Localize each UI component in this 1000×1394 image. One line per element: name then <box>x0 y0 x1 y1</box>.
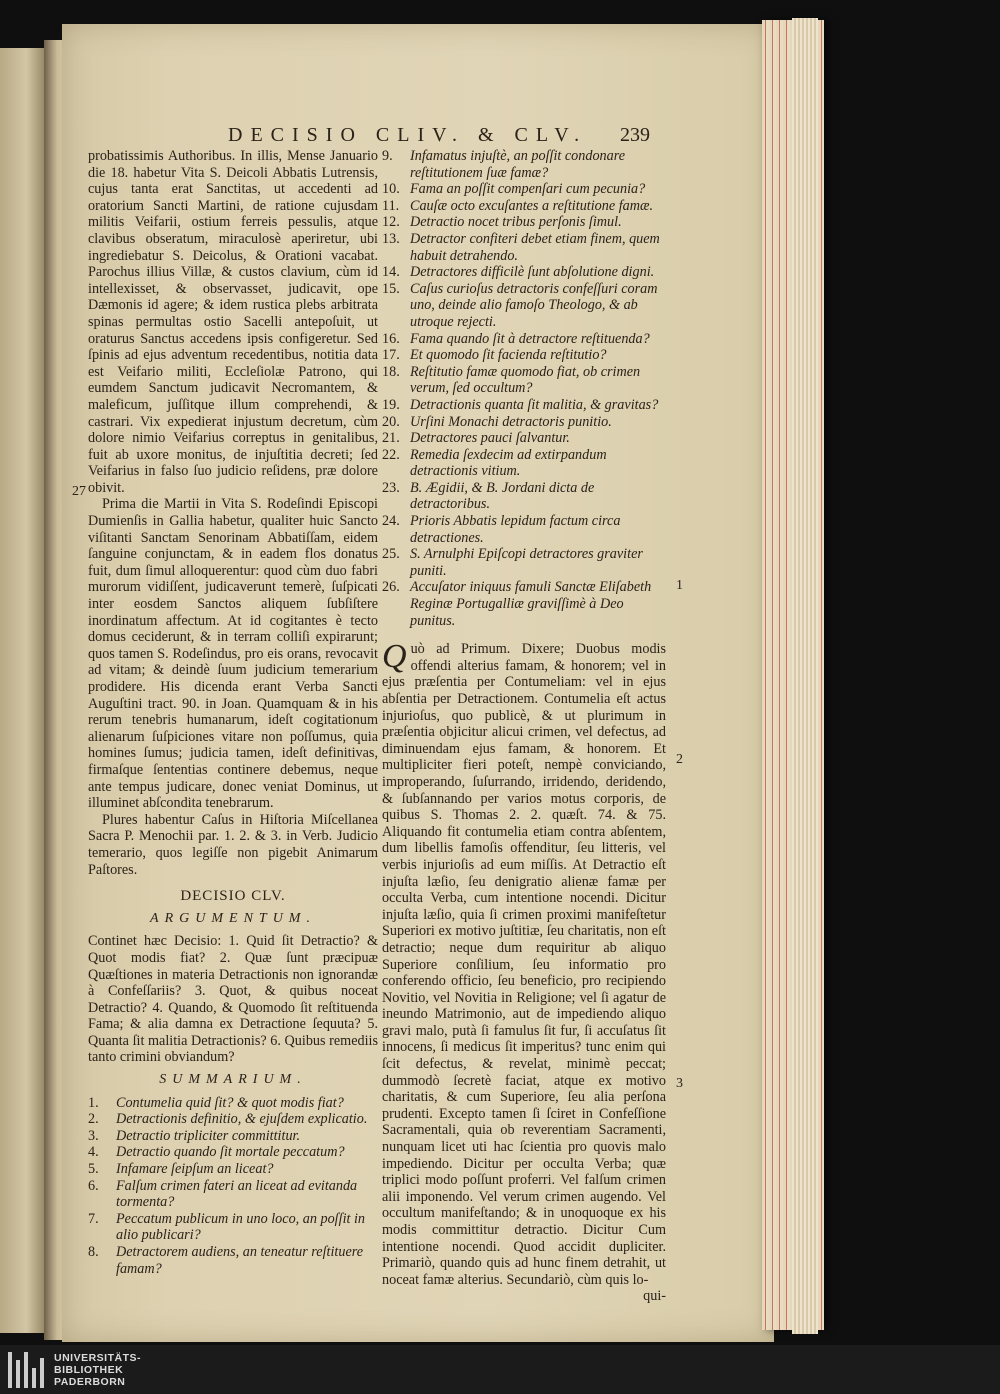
summarium-list-left <box>88 1095 378 1278</box>
summarium-item-text: Detractio tripliciter committitur. <box>116 1127 301 1144</box>
summarium-item-number: 19. <box>382 396 400 413</box>
summarium-item-number: 17. <box>382 347 400 364</box>
summarium-item-number: 16. <box>382 330 400 347</box>
argumentum-text: Continet hæc Decisio: 1. Quid ſit Detractio? & Quot modis fiat? 2. Quæ ſunt præcipuæ Quæſtiones in materia Detractionis non ignorandæ à Confeſſariis? 3. Quot, & quibus noceat Detractio? 4. Quando, & Quomodo ſit reſtituenda Fama; & alia damna ex Detractione ſequuta? 5. Quanta ſit malitia Detractionis? 6. Quibus remediis tanto crimini obviandum? <box>88 933 378 1066</box>
summarium-item-text: Accuſator iniquus famuli Sanctæ Eliſabeth Reginæ Portugalliæ graviſſimè à Deo punitus. <box>410 579 652 629</box>
summarium-item-text: B. Ægidii, & B. Jordani dicta de detractoribus. <box>410 479 595 513</box>
summarium-item-number: 18. <box>382 363 400 380</box>
library-brand <box>54 1352 141 1388</box>
summarium-item-text: Detractio quando ſit mortale peccatum? <box>116 1144 345 1161</box>
summarium-item <box>88 1211 378 1244</box>
summarium-list-right <box>382 148 666 629</box>
summarium-item-number: 10. <box>382 181 400 198</box>
summarium-item <box>382 579 666 629</box>
left-column <box>88 148 378 1277</box>
summarium-item-number: 13. <box>382 230 400 247</box>
summarium-item <box>382 148 666 181</box>
margin-number-3: 3 <box>676 1076 683 1091</box>
summarium-item <box>382 281 666 331</box>
summarium-item <box>382 430 666 447</box>
drop-capital: Q <box>382 638 407 676</box>
summarium-item-text: Infamare ſeipſum an liceat? <box>116 1161 274 1178</box>
summarium-item-text: Infamatus injuſtè, an poſſit condonare reſtitutionem ſuæ famæ? <box>410 148 626 181</box>
summarium-item-text: Fama an poſſit compenſari cum pecunia? <box>410 181 646 198</box>
summarium-item-number: 1. <box>88 1094 99 1111</box>
summarium-item-text: Detractores pauci ſalvantur. <box>410 430 570 447</box>
page-edges-outer <box>792 18 818 1334</box>
summarium-item <box>88 1161 378 1178</box>
summarium-item-text: Prioris Abbatis lepidum factum circa detractiones. <box>410 513 621 546</box>
summarium-item <box>382 397 666 414</box>
summarium-item <box>382 447 666 480</box>
body-text: uò ad Primum. Dixere; Duobus modis offendi alterius famam, & honorem; vel in ejus præſentia per Contumeliam: vel in ejus abſentia per Detractionem. Contumelia eſt actus injurioſus, quo publicè, & ut plurimum in præſentia objicitur alicui crimen, vel defectus, ad diminuendam ejus famam, & honorem. Et multipliciter fieri poteſt, nempè conviciando, improperando, ſuſurrando, irridendo, deridendo, & ſubſannando per varios motus corporis, de quibus S. Thomas 2. 2. quæſt. 74. & 75. Aliquando fit contumelia etiam contra abſentem, dum libellis famoſis offenditur, ſeu litteris, vel verbis injurioſis ad eum miſſis. At Detractio eſt injuſta læſio, ſeu denigratio alienæ famæ per occulta Verba, cum intentione nocendi. Dicitur injuſta læſio, quia ſi crimen proximi manifeſtetur Superiori ex motivo juſtitiæ, ſeu charitatis, non eſt detractio; neque dum requiritur ab aliquo Superiore conſilium, ſeu informatio pro conferendo officio, ſeu beneficio, pro recipiendo Novitio, vel Novitia in Religione; vel ſi agatur de ineundo Matrimonio, aut de impediendo aliquo gravi malo, putà ſi famulus ſit fur, ſi accuſatus ſit innocens, ſi medicus ſit imperitus? tunc enim qui ſcit defectus, & revelat, minimè peccat; dummodò ſecretè faciat, atque ex motivo charitatis, & cum Superiore, ſeu alia perſona prudenti. Excepto tamen ſi ſciret in Confeſſione Sacramentali, quia ob reverentiam Sacramenti, nunquam licet uti hac ſcientia pro quovis malo impediendo. Dicitur per occulta Verba; quæ triplici modo poſſunt proferri. Vel falſum crimen alii imponendo. Vel verum crimen augendo. Vel occultum manifeſtando; & in unoquoque ex his modis committitur detractio. Dicitur Cum intentione nocendi. Quod accidit dupliciter. Primariò, quando quis ad hunc finem detrahit, ut noceat famæ alterius. Secundariò, cùm quis lo- <box>382 641 666 1288</box>
summarium-item <box>88 1178 378 1211</box>
summarium-item <box>382 198 666 215</box>
summarium-item-number: 12. <box>382 214 400 231</box>
summarium-item-number: 11. <box>382 197 400 214</box>
summarium-item-number: 20. <box>382 413 400 430</box>
summarium-item <box>88 1111 378 1128</box>
summarium-item-text: Contumelia quid ſit? & quot modis fiat? <box>116 1094 344 1111</box>
argumentum-heading: ARGUMENTUM. <box>150 910 316 926</box>
summarium-item-text: Detractorem audiens, an teneatur reſtituere famam? <box>116 1244 364 1277</box>
paragraph-2: Prima die Martii in Vita S. Rodeſindi Episcopi Dumienſis in Gallia habetur, qualiter huic Sancto viſitanti Sanctam Senorinam Abbatiſſam, eidem ſanguine conjunctam, & in eadem flos donatus fuit, dum ſimul alloquerentur: quod cùm duo fabri murorum vidiſſent, judicaverunt temerè, ſuſpicati inter eosdem Sanctos aliquem ſubſiſtere inordinatum affectum. At id cogitantes è tecto domus ceciderunt, & in terram colliſi expirarunt; quos tamen S. Rodeſindus, pro eis orans, revocavit ad vitam; & deindè ſuum judicium temerarium prodidere. His dicenda erant Verba Sancti Auguſtini tract. 90. in Joan. Quamquam & in his rerum tenebris humanarum, ideſt cogitationum alienarum ſuſpiciones vitare non poſſumus, quia homines ſumus; judicia tamen, ideſt definitivas, firmaſque ſententias continere debemus, neque ante tempus judicare, donec veniat Dominus, ut illuminet abſcondita tenebrarum. <box>88 496 378 812</box>
page-number: 239 <box>620 124 650 146</box>
margin-number-2: 2 <box>676 752 683 767</box>
summarium-item-text: Detractores difficilè ſunt abſolutione digni. <box>410 264 655 281</box>
left-page-edge <box>0 48 44 1333</box>
summarium-item-number: 21. <box>382 430 400 447</box>
decisio-heading: DECISIO CLV. <box>180 888 286 905</box>
summarium-item-text: S. Arnulphi Epiſcopi detractores graviter puniti. <box>410 546 643 579</box>
paragraph-3: Plures habentur Caſus in Hiſtoria Miſcellanea Sacra P. Menochii par. 1. 2. & 3. in Verb. Judicio temerario, quos legiſſe non pigebit Animarum Paſtores. <box>88 811 378 878</box>
summarium-item-text: Caſus curioſus detractoris confeſſuri coram uno, deinde alio famoſo Theologo, & ab utroque rejecti. <box>410 280 658 330</box>
summarium-item-text: Detractor confiteri debet etiam finem, quem habuit detrahendo. <box>410 230 660 264</box>
summarium-item-number: 25. <box>382 546 400 563</box>
summarium-item-text: Detractionis quanta ſit malitia, & gravitas? <box>410 396 659 413</box>
summarium-item-number: 9. <box>382 148 393 164</box>
summarium-item <box>382 181 666 198</box>
margin-number-1: 1 <box>676 578 683 593</box>
summarium-item-number: 2. <box>88 1111 99 1128</box>
summarium-item-number: 22. <box>382 446 400 463</box>
summarium-item-text: Remedia ſexdecim ad extirpandum detractionis vitium. <box>410 446 607 480</box>
summarium-item-number: 7. <box>88 1210 99 1227</box>
brand-line-1: UNIVERSITÄTS- <box>54 1352 142 1364</box>
summarium-item <box>382 347 666 364</box>
summarium-item <box>382 414 666 431</box>
summarium-item-number: 4. <box>88 1144 99 1161</box>
summarium-item-number: 15. <box>382 280 400 297</box>
summarium-item-text: Detractio nocet tribus perſonis ſimul. <box>410 214 622 231</box>
summarium-item-text: Et quomodo ſit facienda reſtitutio? <box>410 347 607 364</box>
summarium-item-text: Cauſæ octo excuſantes a reſtitutione famæ. <box>410 197 653 214</box>
summarium-item-number: 14. <box>382 264 400 281</box>
margin-number-27: 27 <box>72 484 86 499</box>
running-title: DECISIO CLIV. & CLV. <box>228 124 588 146</box>
paragraph-1: probatissimis Authoribus. In illis, Mense Januario die 18. habetur Vita S. Deicoli Abbatis Lutrensis, cujus tanta erat Sanctitas, ut accedenti ad oratorium Sancti Martini, de ratione cujusdam militis Veifarii, ostium ferreis pessulis, atque clavibus obseratum, miraculosè aperiretur, ubi ingrediebatur S. Deicolus, & Orationi vacabat. Parochus illius Villæ, & custos clavium, cùm id intellexisset, & observasset, judicavit, ope Dæmonis id agere; & idem rustica plebs arbitrata spinas permultas ostio Sacelli antepoſuit, ut oraturus Sanctus accedens ipsis configeretur. Sed ſpinis ad ejus adventum recedentibus, notitia data est Veifario militi, Eccleſiolæ Patrono, qui eumdem Sanctum judicavit Necromantem, & maleficum, juſſitque illum comprehendi, & castrari. Vix expedierat injustum decretum, cùm dolore nimio Veifarius correptus in genitalibus, fuit ab uxore monitus, de injuſtitia decreti; ſed Veifarius in falso ſuo judicio reſidens, præ dolore obivit. <box>88 148 378 496</box>
summarium-item <box>382 264 666 281</box>
brand-line-3: PADERBORN <box>54 1376 126 1388</box>
summarium-item <box>382 546 666 579</box>
summarium-item <box>88 1128 378 1145</box>
catchword: qui- <box>643 1288 666 1305</box>
summarium-item <box>382 480 666 513</box>
summarium-item-number: 3. <box>88 1127 99 1144</box>
summarium-item-number: 5. <box>88 1161 99 1178</box>
summarium-item-number: 8. <box>88 1244 99 1260</box>
brand-line-2: BIBLIOTHEK <box>54 1364 124 1376</box>
summarium-item-number: 23. <box>382 479 400 496</box>
summarium-item <box>88 1244 378 1277</box>
summarium-heading: SUMMARIUM. <box>159 1072 307 1088</box>
summarium-item-text: Urſini Monachi detractoris punitio. <box>410 413 612 430</box>
summarium-item-text: Reſtitutio famæ quomodo fiat, ob crimen verum, ſed occultum? <box>410 363 641 397</box>
summarium-item-number: 26. <box>382 579 400 596</box>
summarium-item <box>382 364 666 397</box>
summarium-item-text: Peccatum publicum in uno loco, an poſſit in alio publicari? <box>116 1210 366 1244</box>
summarium-item <box>88 1144 378 1161</box>
summarium-item-text: Fama quando ſit à detractore reſtituenda? <box>410 330 650 347</box>
footer-bar <box>0 1345 1000 1394</box>
summarium-item <box>382 214 666 231</box>
summarium-item <box>88 1095 378 1112</box>
right-column <box>382 148 666 1305</box>
running-header <box>228 124 650 147</box>
summarium-item <box>382 513 666 546</box>
summarium-item-number: 24. <box>382 513 400 530</box>
summarium-item <box>382 331 666 348</box>
summarium-item <box>382 231 666 264</box>
library-logo-icon <box>8 1352 48 1388</box>
summarium-item-text: Falſum crimen fateri an liceat ad evitanda tormenta? <box>116 1177 358 1211</box>
summarium-item-number: 6. <box>88 1177 99 1194</box>
summarium-item-text: Detractionis definitio, & ejuſdem explicatio. <box>116 1111 368 1128</box>
